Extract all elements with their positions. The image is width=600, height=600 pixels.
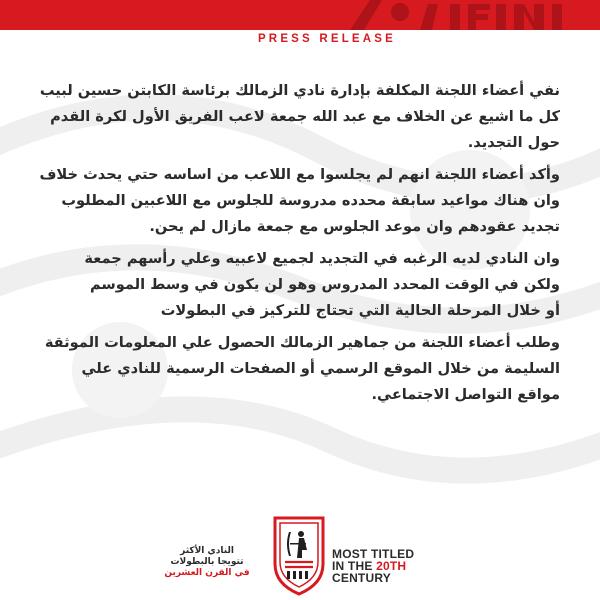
text-line: ولكن في الوقت المحدد المدروس وهو لن يكون في وسط الموسم	[89, 276, 560, 293]
text-line: وان النادي لديه الرغبه في التجديد لجميع لاعبيه وعلي رأسهم جمعة	[84, 250, 560, 267]
paragraph	[30, 330, 560, 408]
statement-body	[30, 78, 560, 414]
banner-artwork	[330, 0, 580, 30]
english-slogan	[332, 548, 442, 584]
text-line: كل ما اشيع عن الخلاف مع عبد الله جمعة لاعب الفريق الأول لكرة القدم	[50, 108, 560, 125]
paragraph	[30, 246, 560, 324]
arabic-slogan-line3: في القرن العشرين	[164, 568, 250, 578]
text-line: وان هناك مواعيد سابقة محدده مدروسة للجلوس مع اللاعبين المطلوب	[61, 192, 560, 209]
footer	[0, 512, 600, 600]
arabic-slogan	[152, 546, 262, 579]
arabic-slogan-line2: تتويجا بالبطولات	[170, 557, 244, 567]
press-release-label: PRESS RELEASE	[257, 33, 397, 45]
english-slogan-line3: CENTURY	[332, 571, 391, 585]
paragraph	[30, 162, 560, 240]
english-slogan-line2-prefix: IN THE	[332, 559, 377, 573]
text-line: تجديد عقودهم وان موعد الجلوس مع جمعة مازال لم يحن.	[149, 218, 560, 235]
text-line: السليمة من خلال الموقع الرسمي أو الصفحات الرسمية للنادي علي	[81, 360, 560, 377]
text-line: نفي أعضاء اللجنة المكلفة بإدارة نادي الزمالك برئاسة الكابتن حسين لبيب	[39, 82, 560, 99]
top-banner	[0, 0, 600, 30]
zamalek-crest-icon	[271, 514, 327, 596]
text-line: مواقع التواصل الاجتماعي.	[371, 386, 560, 403]
text-line: وأكد أعضاء اللجنة انهم لم يجلسوا مع اللاعب من اساسه حتي يحدث خلاف	[39, 166, 560, 183]
press-release-tag	[232, 30, 422, 48]
text-line: أو خلال المرحلة الحالية التي تحتاج للتركيز في البطولات	[160, 302, 560, 319]
paragraph	[30, 78, 560, 156]
text-line: وطلب أعضاء اللجنة من جماهير الزمالك الحصول علي المعلومات الموثقة	[44, 334, 560, 351]
english-slogan-century-number: 20TH	[376, 559, 407, 573]
text-line: حول التجديد.	[467, 134, 560, 151]
english-slogan-line1: MOST TITLED	[332, 547, 415, 561]
arabic-slogan-line1: النادي الأكثر	[180, 546, 234, 556]
